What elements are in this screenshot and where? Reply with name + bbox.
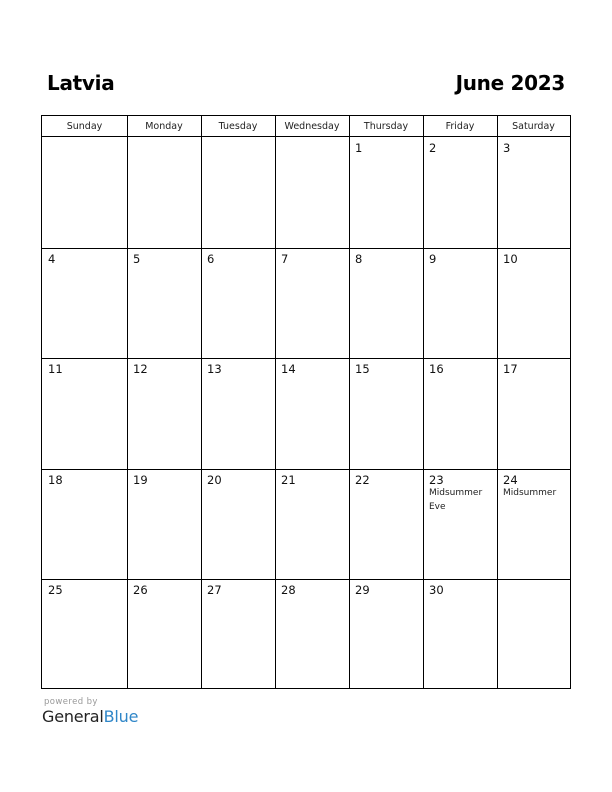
day-cell-28 bbox=[275, 579, 349, 688]
weekday-header-friday: Friday bbox=[445, 121, 475, 132]
day-cell-14 bbox=[275, 358, 349, 469]
day-cell-9 bbox=[423, 248, 497, 358]
day-cell-empty bbox=[497, 579, 570, 688]
day-number: 29 bbox=[355, 583, 370, 597]
day-number: 25 bbox=[48, 583, 63, 597]
calendar-grid bbox=[41, 115, 571, 689]
day-cell-empty bbox=[275, 137, 349, 248]
day-number: 17 bbox=[503, 362, 518, 376]
day-number: 24 bbox=[503, 473, 518, 487]
day-number: 9 bbox=[429, 252, 437, 266]
day-cell-11 bbox=[42, 358, 127, 469]
day-number: 28 bbox=[281, 583, 296, 597]
day-cell-6 bbox=[201, 248, 275, 358]
weekday-header-wednesday: Wednesday bbox=[284, 121, 340, 132]
day-number: 8 bbox=[355, 252, 363, 266]
grid-vertical-line bbox=[497, 116, 498, 688]
day-cell-7 bbox=[275, 248, 349, 358]
week-row bbox=[42, 579, 570, 688]
day-number: 1 bbox=[355, 141, 363, 155]
weekday-header-thursday: Thursday bbox=[363, 121, 409, 132]
day-number: 30 bbox=[429, 583, 444, 597]
day-cell-26 bbox=[127, 579, 201, 688]
day-cell-empty bbox=[201, 137, 275, 248]
day-number: 11 bbox=[48, 362, 63, 376]
day-cell-8 bbox=[349, 248, 423, 358]
day-number: 3 bbox=[503, 141, 511, 155]
day-cell-19 bbox=[127, 469, 201, 579]
weekday-header-tuesday: Tuesday bbox=[218, 121, 258, 132]
day-cell-18 bbox=[42, 469, 127, 579]
day-cell-16 bbox=[423, 358, 497, 469]
day-cell-27 bbox=[201, 579, 275, 688]
day-number: 20 bbox=[207, 473, 222, 487]
day-cell-15 bbox=[349, 358, 423, 469]
weekday-header-monday: Monday bbox=[145, 121, 183, 132]
day-cell-20 bbox=[201, 469, 275, 579]
grid-vertical-line bbox=[127, 116, 128, 688]
day-number: 16 bbox=[429, 362, 444, 376]
day-number: 15 bbox=[355, 362, 370, 376]
brand-blue: Blue bbox=[103, 707, 139, 726]
day-number: 4 bbox=[48, 252, 56, 266]
day-number: 26 bbox=[133, 583, 148, 597]
day-number: 22 bbox=[355, 473, 370, 487]
holiday-label: Midsummer Eve bbox=[429, 488, 483, 512]
day-cell-empty bbox=[42, 137, 127, 248]
day-cell-24 bbox=[497, 469, 570, 579]
grid-horizontal-line bbox=[42, 248, 570, 249]
day-cell-25 bbox=[42, 579, 127, 688]
day-number: 21 bbox=[281, 473, 296, 487]
day-number: 5 bbox=[133, 252, 141, 266]
grid-vertical-line bbox=[201, 116, 202, 688]
country-title: Latvia bbox=[47, 71, 115, 95]
day-cell-30 bbox=[423, 579, 497, 688]
day-number: 2 bbox=[429, 141, 437, 155]
day-cell-22 bbox=[349, 469, 423, 579]
grid-horizontal-line bbox=[42, 358, 570, 359]
weekday-header-saturday: Saturday bbox=[512, 121, 555, 132]
day-cell-21 bbox=[275, 469, 349, 579]
day-cell-12 bbox=[127, 358, 201, 469]
day-cell-23 bbox=[423, 469, 497, 579]
grid-vertical-line bbox=[423, 116, 424, 688]
day-cell-3 bbox=[497, 137, 570, 248]
powered-by-label: powered by bbox=[44, 697, 98, 707]
day-cell-29 bbox=[349, 579, 423, 688]
footer-branding bbox=[42, 697, 138, 726]
day-number: 12 bbox=[133, 362, 148, 376]
generalblue-logo[interactable] bbox=[42, 707, 138, 726]
day-number: 13 bbox=[207, 362, 222, 376]
day-number: 23 bbox=[429, 473, 444, 487]
week-row bbox=[42, 358, 570, 469]
week-row bbox=[42, 248, 570, 358]
grid-vertical-line bbox=[349, 116, 350, 688]
day-number: 6 bbox=[207, 252, 215, 266]
day-number: 14 bbox=[281, 362, 296, 376]
weekday-header-sunday: Sunday bbox=[66, 121, 103, 132]
holiday-label: Midsummer bbox=[503, 488, 557, 498]
grid-horizontal-line bbox=[42, 579, 570, 580]
grid-horizontal-line bbox=[42, 469, 570, 470]
day-cell-2 bbox=[423, 137, 497, 248]
weekday-header-row bbox=[42, 116, 570, 137]
brand-general: General bbox=[42, 707, 104, 726]
day-cell-13 bbox=[201, 358, 275, 469]
day-number: 27 bbox=[207, 583, 222, 597]
day-cell-1 bbox=[349, 137, 423, 248]
day-number: 18 bbox=[48, 473, 63, 487]
grid-vertical-line bbox=[275, 116, 276, 688]
day-number: 10 bbox=[503, 252, 518, 266]
day-cell-10 bbox=[497, 248, 570, 358]
day-cell-4 bbox=[42, 248, 127, 358]
week-row bbox=[42, 469, 570, 579]
week-row bbox=[42, 137, 570, 248]
day-cell-5 bbox=[127, 248, 201, 358]
day-number: 19 bbox=[133, 473, 148, 487]
month-title: June 2023 bbox=[455, 71, 565, 95]
day-number: 7 bbox=[281, 252, 289, 266]
day-cell-17 bbox=[497, 358, 570, 469]
day-cell-empty bbox=[127, 137, 201, 248]
